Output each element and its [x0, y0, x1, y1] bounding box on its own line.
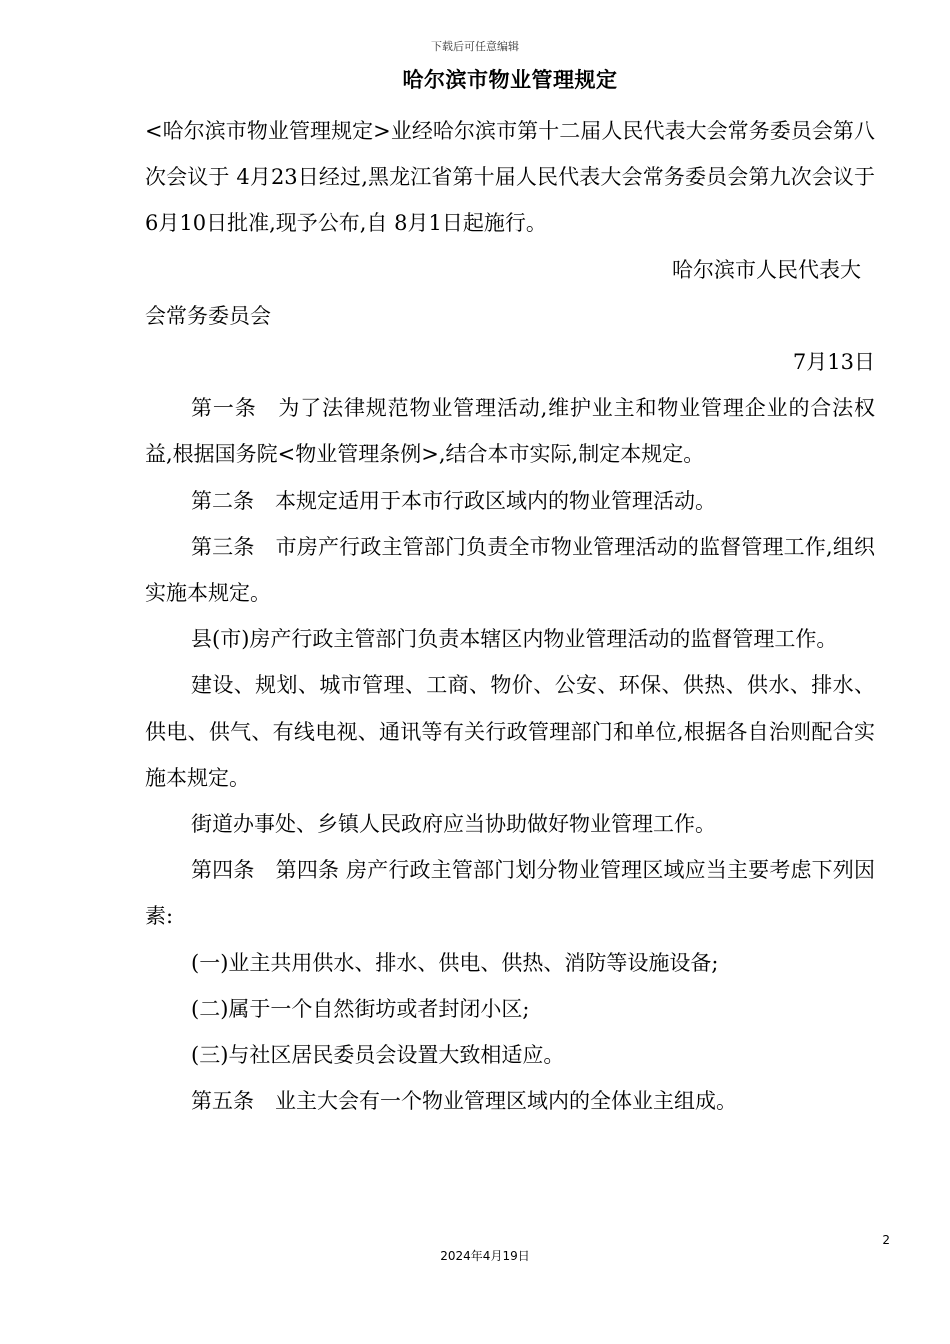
article-1: 第一条 为了法律规范物业管理活动,维护业主和物业管理企业的合法权益,根据国务院<物业管理条例>,结合本市实际,制定本规定。 [145, 396, 875, 467]
announcement-paragraph: <哈尔滨市物业管理规定>业经哈尔滨市第十二届人民代表大会常务委员会第八次会议于 4月23日经过,黑龙江省第十届人民代表大会常务委员会第九次会议于 6月10日批准,现予公布,自 8月1日起施行。 [145, 119, 875, 236]
issuer-line-2: 会常务委员会 [145, 303, 271, 328]
issuer-line-1: 哈尔滨市人民代表大 [672, 257, 861, 282]
article-3-county-clause: 县(市)房产行政主管部门负责本辖区内物业管理活动的监督管理工作。 [191, 627, 838, 652]
article-4: 第四条 第四条 房产行政主管部门划分物业管理区域应当主要考虑下列因素: [145, 858, 875, 929]
article-3: 第三条 市房产行政主管部门负责全市物业管理活动的监督管理工作,组织实施本规定。 [145, 534, 875, 606]
page-number: 2 [882, 1233, 890, 1247]
document-body [145, 108, 875, 1124]
article-4-item-2: (二)属于一个自然街坊或者封闭小区; [191, 996, 530, 1021]
article-2: 第二条 本规定适用于本市行政区域内的物业管理活动。 [191, 488, 716, 513]
article-3-street-office-clause: 街道办事处、乡镇人民政府应当协助做好物业管理工作。 [191, 812, 716, 837]
footer-date: 2024年4月19日 [440, 1249, 530, 1263]
issue-date: 7月13日 [792, 350, 875, 375]
article-4-item-3: (三)与社区居民委员会设置大致相适应。 [191, 1043, 565, 1068]
article-3-departments-clause: 建设、规划、城市管理、工商、物价、公安、环保、供热、供水、排水、供电、供气、有线电视、通讯等有关行政管理部门和单位,根据各自治则配合实施本规定。 [145, 673, 875, 790]
article-5: 第五条 业主大会有一个物业管理区域内的全体业主组成。 [191, 1089, 737, 1114]
document-title: 哈尔滨市物业管理规定 [402, 68, 618, 92]
header-note: 下载后可任意编辑 [431, 40, 519, 53]
article-4-item-1: (一)业主共用供水、排水、供电、供热、消防等设施设备; [191, 950, 719, 975]
